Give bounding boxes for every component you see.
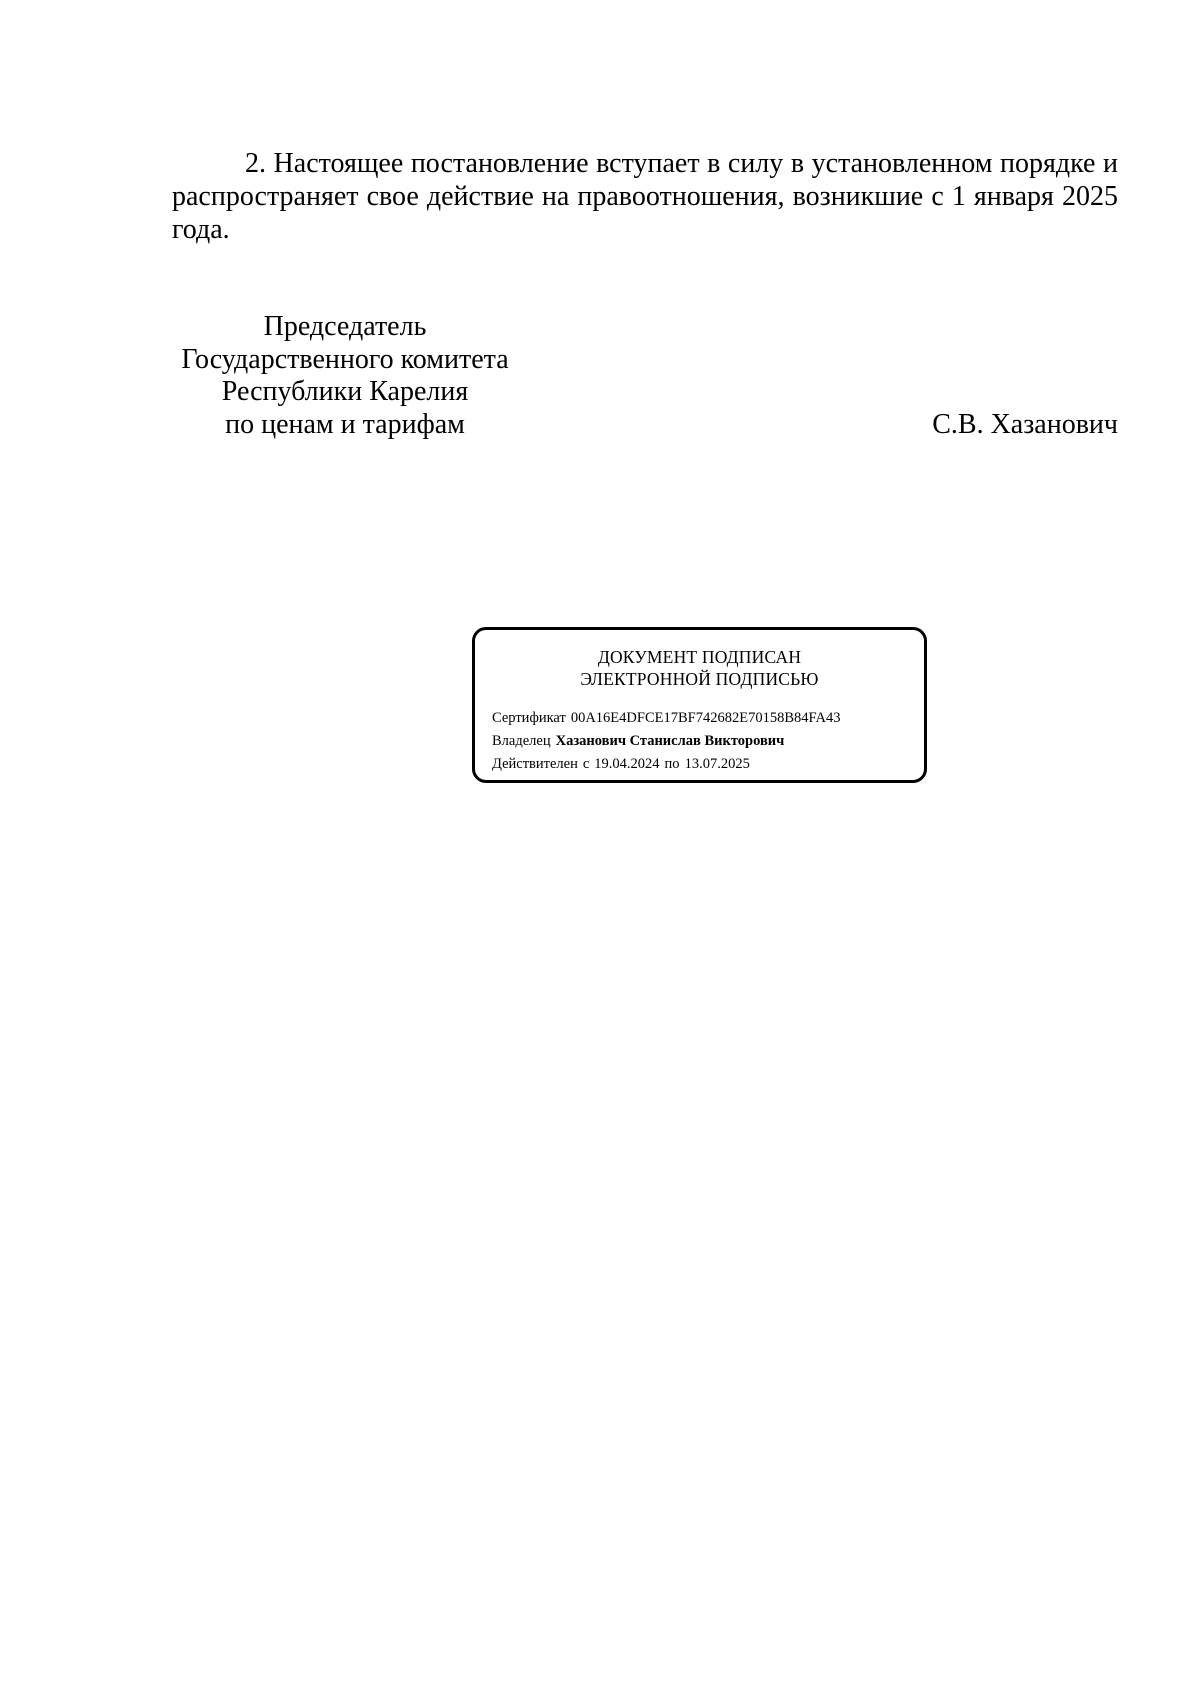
validity-to: 13.07.2025	[684, 756, 750, 772]
paragraph-2: 2. Настоящее постановление вступает в силу в установленном порядке и распространяет свое действие на правоотношения, возникшие с 1 января 2025 года.	[172, 148, 1118, 245]
stamp-title-line-1: ДОКУМЕНТ ПОДПИСАН	[597, 647, 802, 667]
validity-label: Действителен	[492, 756, 578, 772]
stamp-title	[475, 646, 924, 690]
validity-from-label: с	[582, 756, 590, 772]
position-line-3: Республики Карелия	[221, 376, 469, 407]
owner-row	[492, 730, 840, 753]
validity-row	[492, 753, 840, 776]
position-line-4: по ценам и тарифам	[225, 408, 465, 440]
position-line-1: Председатель	[263, 311, 427, 342]
certificate-value: 00A16E4DFCE17BF742682E70158B84FA43	[570, 710, 841, 726]
owner-label: Владелец	[492, 733, 551, 749]
validity-to-label: по	[664, 756, 680, 772]
position-line-2: Государственного комитета	[181, 343, 509, 375]
signatory-position	[170, 311, 520, 441]
stamp-details	[492, 707, 840, 776]
stamp-title-line-2: ЭЛЕКТРОННОЙ ПОДПИСЬЮ	[580, 669, 819, 689]
certificate-label: Сертификат	[492, 710, 566, 726]
certificate-row	[492, 707, 840, 730]
owner-value: Хазанович Станислав Викторович	[555, 733, 785, 749]
signatory-name: С.В. Хазанович	[932, 409, 1118, 440]
validity-from: 19.04.2024	[594, 756, 660, 772]
electronic-signature-stamp	[472, 627, 927, 783]
